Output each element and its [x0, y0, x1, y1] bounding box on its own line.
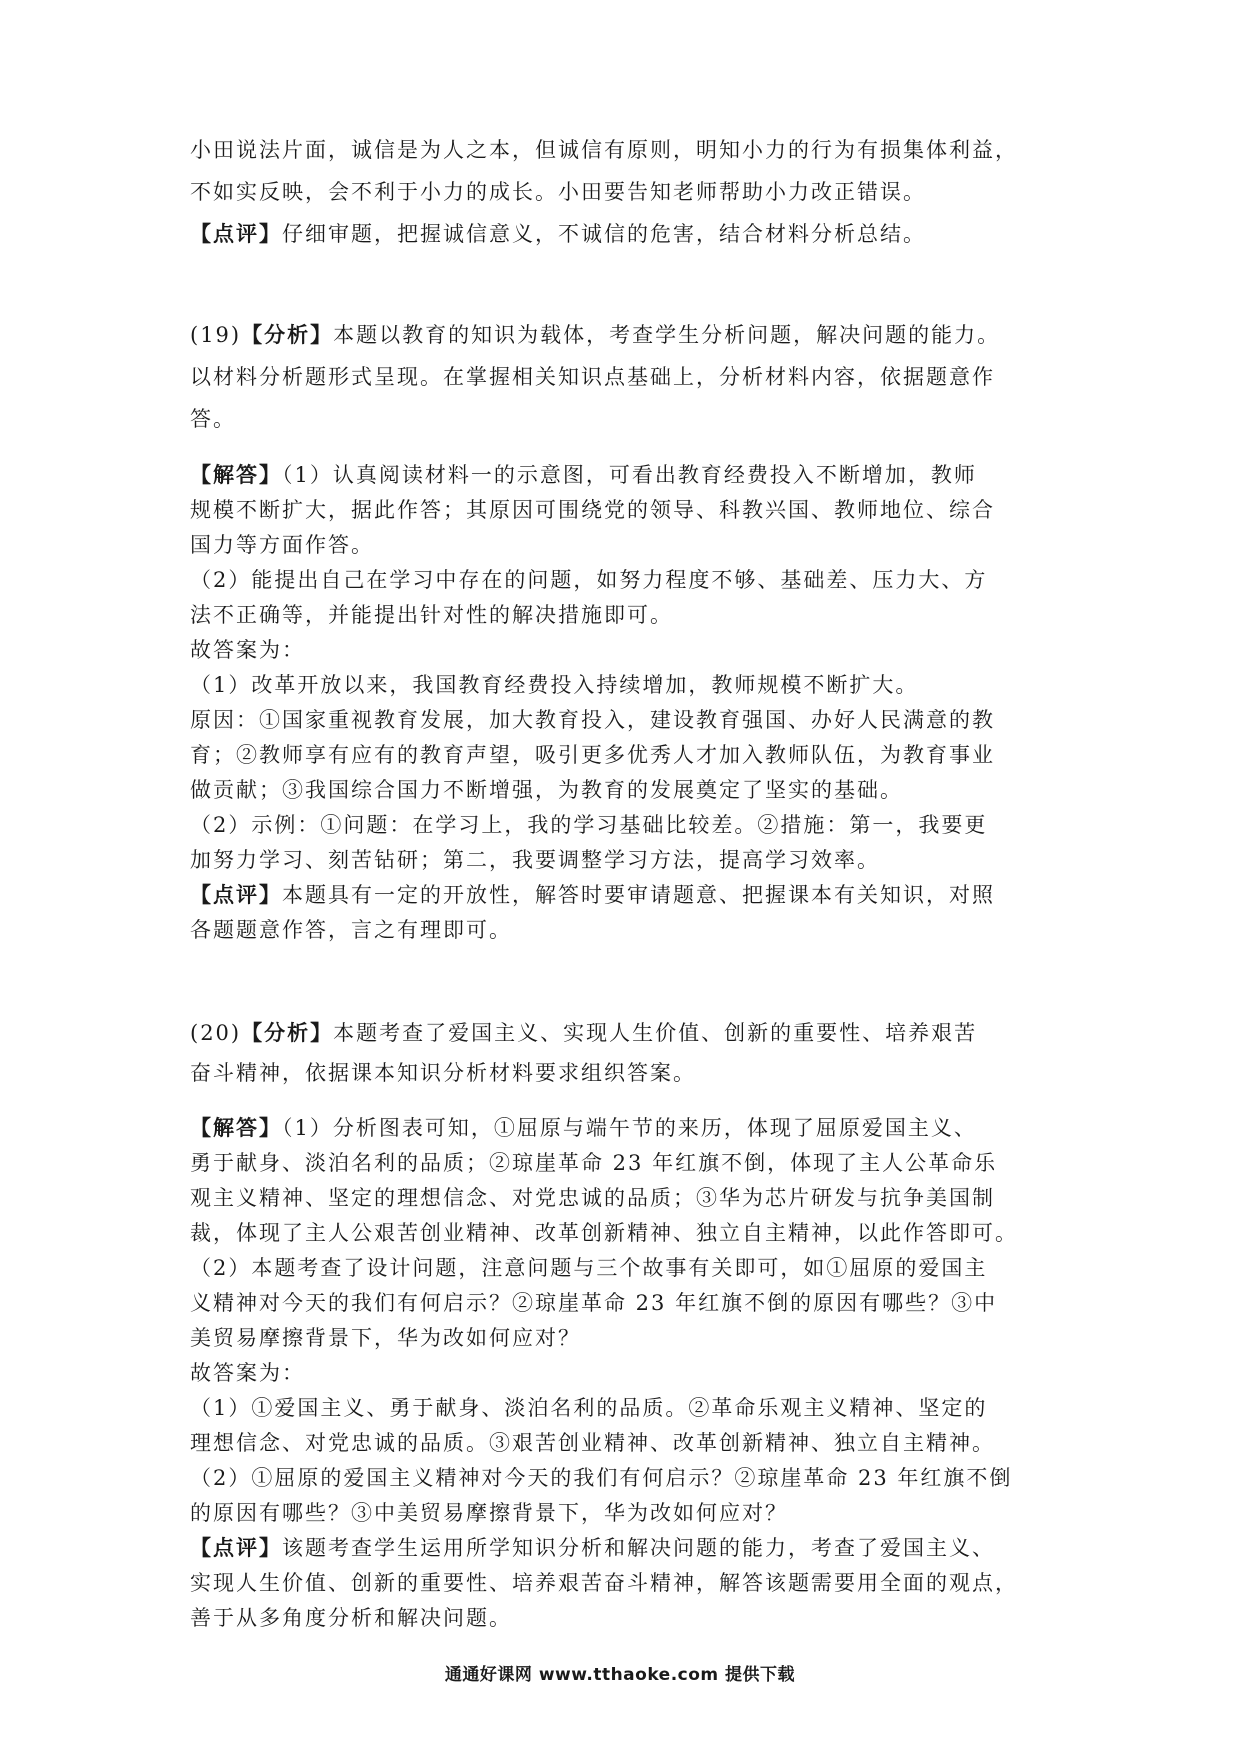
q20-answer-line-1: 【解答】（1）分析图表可知，①屈原与端午节的来历，体现了屈原爱国主义、: [190, 1116, 977, 1140]
q19-analysis-line-3: 答。: [190, 407, 236, 431]
q20-comment-line-1: 【点评】该题考查学生运用所学知识分析和解决问题的能力，考查了爱国主义、: [190, 1536, 995, 1560]
analysis-tag: 【分析】: [241, 1021, 334, 1045]
q19-answer-line-5: 法不正确等，并能提出针对性的解决措施即可。: [190, 603, 673, 627]
page-footer: 通通好课网 www.tthaoke.com 提供下载: [444, 1665, 796, 1685]
q20-answer-line-10: 理想信念、对党忠诚的品质。③艰苦创业精神、改革创新精神、独立自主精神。: [190, 1431, 995, 1455]
q19-comment-line-2: 各题题意作答，言之有理即可。: [190, 918, 512, 942]
comment-tag: 【点评】: [190, 222, 282, 246]
q19-answer-line-3: 国力等方面作答。: [190, 533, 374, 557]
q19-analysis-line-2: 以材料分析题形式呈现。在掌握相关知识点基础上，分析材料内容，依据题意作: [190, 365, 995, 389]
q19-answer-line-10: 做贡献；③我国综合国力不断增强，为教育的发展奠定了坚实的基础。: [190, 778, 903, 802]
prev-line-1: 小田说法片面，诚信是为人之本，但诚信有原则，明知小力的行为有损集体利益，: [190, 138, 1018, 162]
q19-answer-line-4: （2）能提出自己在学习中存在的问题，如努力程度不够、基础差、压力大、方: [190, 568, 988, 592]
q19-answer-line-9: 育；②教师享有应有的教育声望，吸引更多优秀人才加入教师队伍，为教育事业: [190, 743, 995, 767]
q19-answer-line-11: （2）示例：①问题：在学习上，我的学习基础比较差。②措施：第一，我要更: [190, 813, 988, 837]
q19-analysis-line-1: (19)【分析】本题以教育的知识为载体，考查学生分析问题，解决问题的能力。: [190, 323, 1001, 347]
comment-tag: 【点评】: [190, 883, 282, 907]
analysis-tag: 【分析】: [241, 323, 334, 347]
q20-comment-line-3: 善于从多角度分析和解决问题。: [190, 1606, 512, 1630]
q19-answer-line-8: 原因：①国家重视教育发展，加大教育投入，建设教育强国、办好人民满意的教: [190, 708, 995, 732]
q20-answer-line-12: 的原因有哪些？③中美贸易摩擦背景下，华为改如何应对？: [190, 1501, 788, 1525]
q20-answer-line-4: 裁，体现了主人公艰苦创业精神、改革创新精神、独立自主精神，以此作答即可。: [190, 1221, 1018, 1245]
q20-answer-line-6: 义精神对今天的我们有何启示？②琼崖革命 23 年红旗不倒的原因有哪些？③中: [190, 1291, 998, 1315]
q20-number: (20): [190, 1021, 242, 1045]
q20-answer-line-2: 勇于献身、淡泊名利的品质；②琼崖革命 23 年红旗不倒，体现了主人公革命乐: [190, 1151, 998, 1175]
q20-answer-line-11: （2）①屈原的爱国主义精神对今天的我们有何启示？②琼崖革命 23 年红旗不倒: [190, 1466, 1013, 1490]
q19-answer-line-2: 规模不断扩大，据此作答；其原因可围绕党的领导、科教兴国、教师地位、综合: [190, 498, 995, 522]
q20-answer-line-5: （2）本题考查了设计问题，注意问题与三个故事有关即可，如①屈原的爱国主: [190, 1256, 988, 1280]
q20-analysis-line-2: 奋斗精神，依据课本知识分析材料要求组织答案。: [190, 1061, 696, 1085]
q20-answer-line-3: 观主义精神、坚定的理想信念、对党忠诚的品质；③华为芯片研发与抗争美国制: [190, 1186, 995, 1210]
q20-answer-line-7: 美贸易摩擦背景下，华为改如何应对？: [190, 1326, 581, 1350]
q19-answer-line-1: 【解答】（1）认真阅读材料一的示意图，可看出教育经费投入不断增加，教师: [190, 463, 977, 487]
q19-answer-line-7: （1）改革开放以来，我国教育经费投入持续增加，教师规模不断扩大。: [190, 673, 919, 697]
q20-analysis-line-1: (20)【分析】本题考查了爱国主义、实现人生价值、创新的重要性、培养艰苦: [190, 1021, 978, 1045]
comment-tag: 【点评】: [190, 1536, 282, 1560]
q19-comment-line-1: 【点评】本题具有一定的开放性，解答时要审请题意、把握课本有关知识，对照: [190, 883, 995, 907]
answer-tag: 【解答】: [190, 463, 282, 487]
q19-number: (19): [190, 323, 242, 347]
q20-answer-line-8: 故答案为：: [190, 1361, 305, 1385]
prev-line-2: 不如实反映，会不利于小力的成长。小田要告知老师帮助小力改正错误。: [190, 180, 926, 204]
q20-answer-line-9: （1）①爱国主义、勇于献身、淡泊名利的品质。②革命乐观主义精神、坚定的: [190, 1396, 988, 1420]
q19-answer-line-6: 故答案为：: [190, 638, 305, 662]
answer-tag: 【解答】: [190, 1116, 282, 1140]
q20-comment-line-2: 实现人生价值、创新的重要性、培养艰苦奋斗精神，解答该题需要用全面的观点，: [190, 1571, 1018, 1595]
prev-comment: 【点评】仔细审题，把握诚信意义，不诚信的危害，结合材料分析总结。: [190, 222, 926, 246]
q19-answer-line-12: 加努力学习、刻苦钻研；第二，我要调整学习方法，提高学习效率。: [190, 848, 880, 872]
